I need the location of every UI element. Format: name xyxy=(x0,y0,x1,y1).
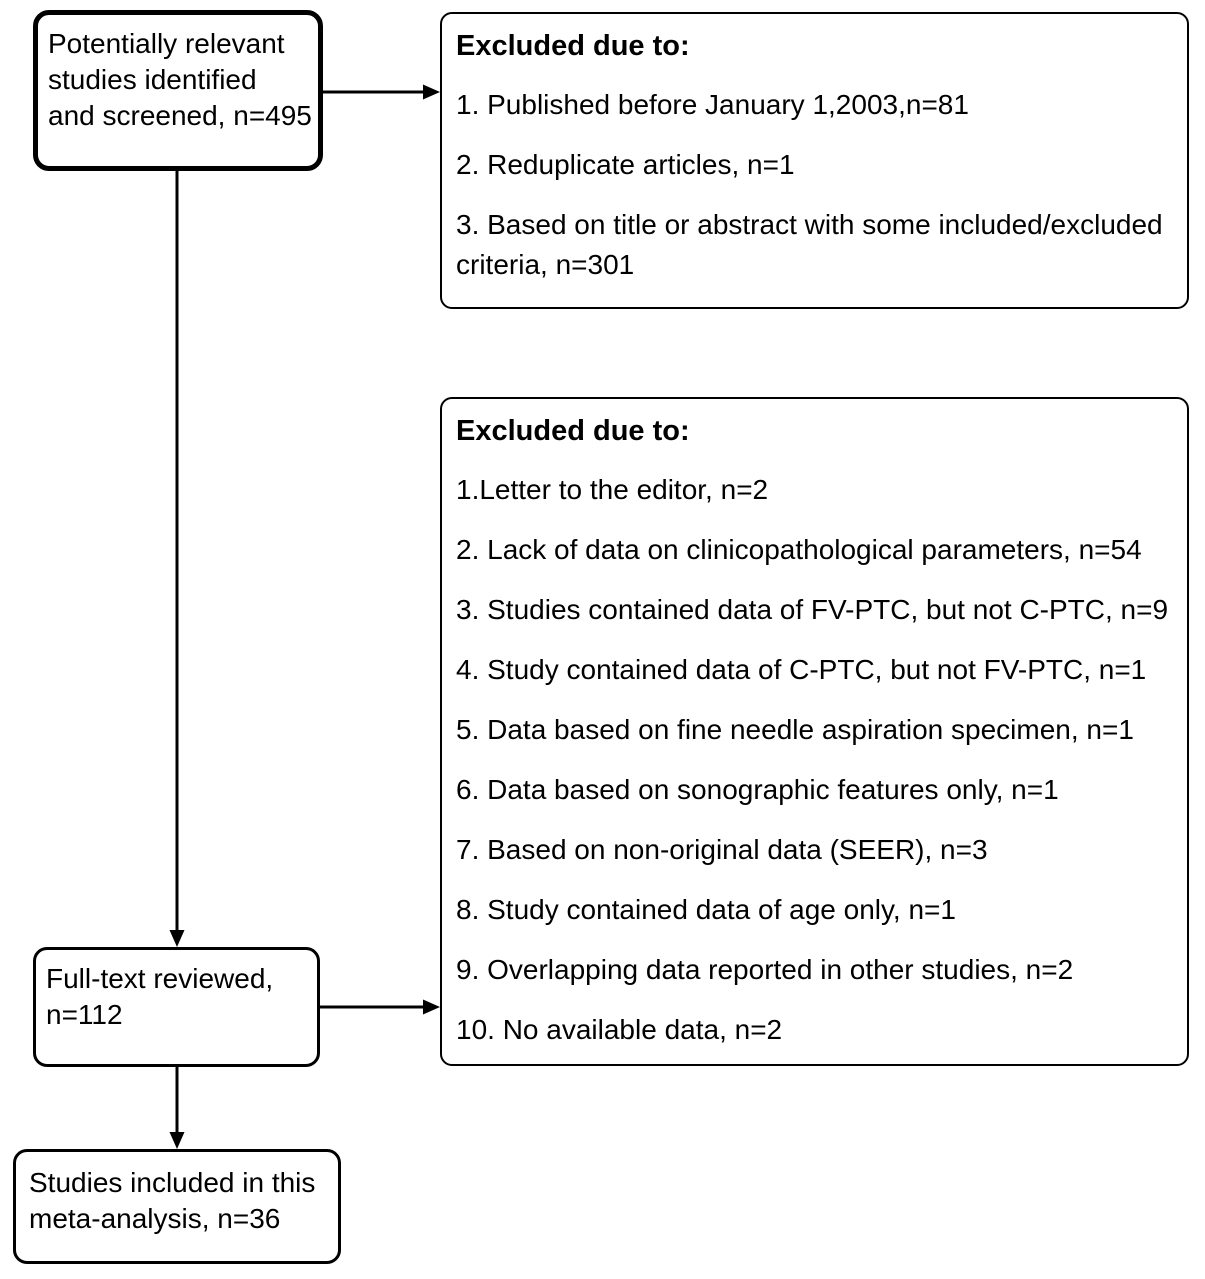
box-studies-included-line-2: meta-analysis, n=36 xyxy=(29,1203,281,1234)
box-fulltext-reviewed-line-1: Full-text reviewed, xyxy=(46,963,274,994)
excluded-fulltext-item-9: 9. Overlapping data reported in other studies, n=2 xyxy=(456,954,1074,985)
arrow-fulltext-to-excluded2-head xyxy=(423,1000,440,1015)
box-studies-screened-line-2: studies identified xyxy=(48,64,257,95)
excluded-fulltext-item-8: 8. Study contained data of age only, n=1 xyxy=(456,894,956,925)
excluded-fulltext-item-1: 1.Letter to the editor, n=2 xyxy=(456,474,769,505)
box-studies-included-line-1: Studies included in this xyxy=(29,1167,316,1198)
excluded-fulltext-item-6: 6. Data based on sonographic features only, n=1 xyxy=(456,774,1059,805)
box-excluded-initial-heading: Excluded due to: xyxy=(456,30,690,62)
excluded-fulltext-item-7: 7. Based on non-original data (SEER), n=3 xyxy=(456,834,988,865)
box-studies-screened xyxy=(33,10,323,171)
excluded-fulltext-item-4: 4. Study contained data of C-PTC, but not FV-PTC, n=1 xyxy=(456,654,1147,685)
box-excluded-initial xyxy=(440,12,1189,309)
excluded-fulltext-item-5: 5. Data based on fine needle aspiration specimen, n=1 xyxy=(456,714,1134,745)
box-studies-screened-line-3: and screened, n=495 xyxy=(48,100,312,131)
box-excluded-fulltext-heading: Excluded due to: xyxy=(456,415,690,447)
box-studies-screened-line-1: Potentially relevant xyxy=(48,28,285,59)
arrow-screened-to-fulltext-head xyxy=(170,930,185,947)
excluded-initial-item-1: 1. Published before January 1,2003,n=81 xyxy=(456,89,969,120)
excluded-fulltext-item-10: 10. No available data, n=2 xyxy=(456,1014,783,1045)
arrow-screened-to-excluded1-head xyxy=(423,85,440,100)
excluded-fulltext-item-3: 3. Studies contained data of FV-PTC, but not C-PTC, n=9 xyxy=(456,594,1169,625)
box-studies-included xyxy=(13,1149,341,1264)
box-fulltext-reviewed xyxy=(33,947,320,1067)
excluded-initial-item-2: 2. Reduplicate articles, n=1 xyxy=(456,149,795,180)
excluded-initial-item-3: 3. Based on title or abstract with some included/excluded criteria, n=301 xyxy=(456,209,1163,280)
box-fulltext-reviewed-line-2: n=112 xyxy=(46,999,123,1030)
arrow-fulltext-to-included-head xyxy=(170,1132,185,1149)
excluded-fulltext-item-2: 2. Lack of data on clinicopathological parameters, n=54 xyxy=(456,534,1142,565)
box-excluded-fulltext xyxy=(440,397,1189,1066)
